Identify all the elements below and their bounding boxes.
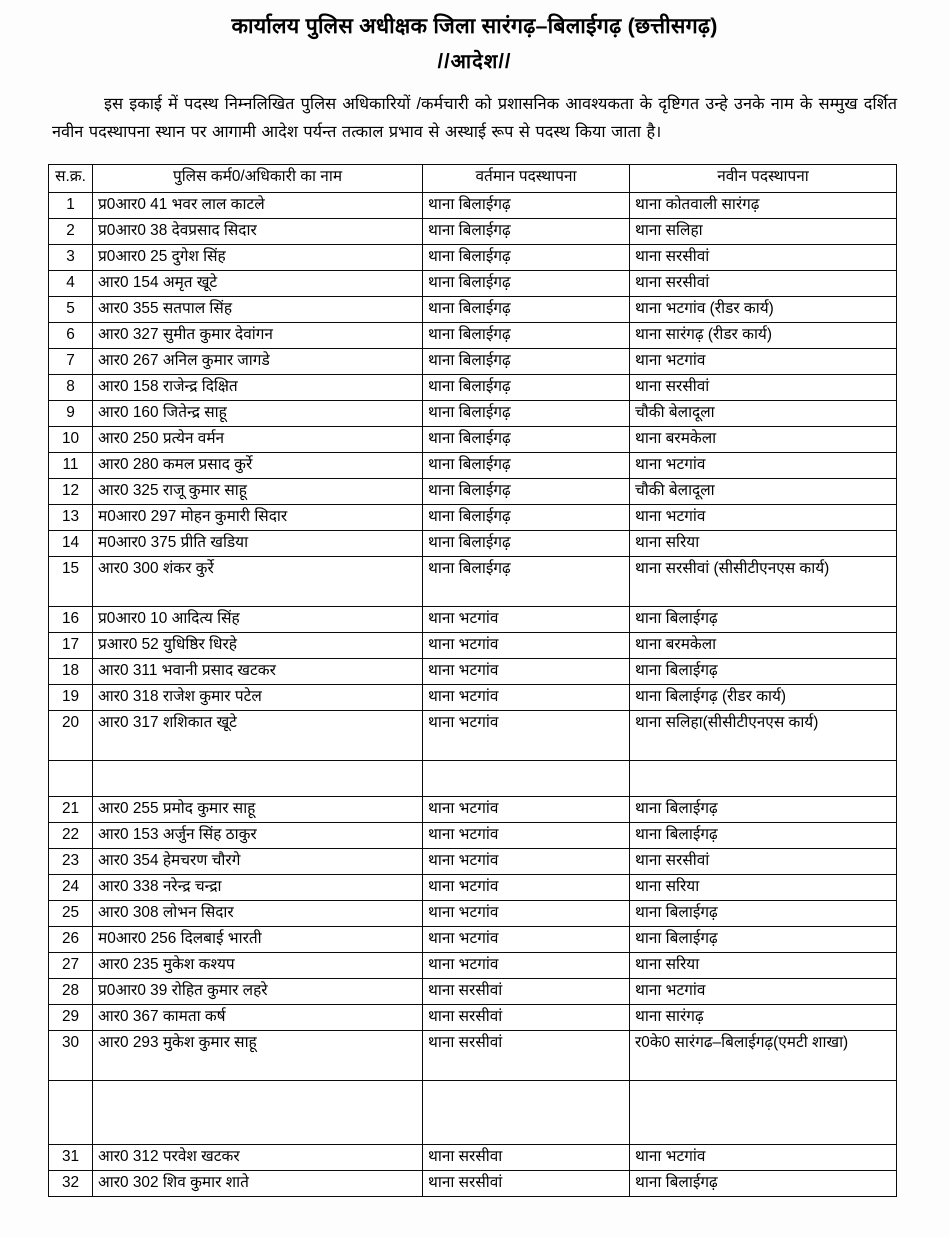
cell-new-posting: थाना भटगांव (रीडर कार्य): [630, 296, 897, 322]
cell-new-posting: थाना सरिया: [630, 874, 897, 900]
cell-officer-name: आर0 367 कामता कर्ष: [93, 1004, 423, 1030]
cell-officer-name: आर0 154 अमृत खूटे: [93, 270, 423, 296]
table-row: [49, 822, 897, 848]
cell-officer-name: आर0 311 भवानी प्रसाद खटकर: [93, 658, 423, 684]
cell-serial-number: 4: [49, 270, 93, 296]
cell-serial-number: 13: [49, 504, 93, 530]
cell-serial-number: 11: [49, 452, 93, 478]
cell-officer-name: आर0 338 नरेन्द्र चन्द्रा: [93, 874, 423, 900]
cell-serial-number: 9: [49, 400, 93, 426]
cell-new-posting: चौकी बेलादूला: [630, 400, 897, 426]
cell-new-posting: र0के0 सारंगढ–बिलाईगढ़(एमटी शाखा): [630, 1030, 897, 1080]
table-row: [49, 848, 897, 874]
cell-officer-name: प्र0आर0 25 दुगेश सिंह: [93, 244, 423, 270]
cell-new-posting: थाना भटगांव: [630, 1144, 897, 1170]
table-head: [49, 164, 897, 192]
table-spacer-row: [49, 1080, 897, 1144]
cell-current-posting: थाना बिलाईगढ़: [423, 270, 630, 296]
cell-officer-name: आर0 160 जितेन्द्र साहू: [93, 400, 423, 426]
cell-new-posting: थाना सारंगढ़: [630, 1004, 897, 1030]
cell-serial-number: 12: [49, 478, 93, 504]
spacer-cell: [93, 760, 423, 796]
cell-current-posting: थाना सरसीवां: [423, 1004, 630, 1030]
cell-officer-name: आर0 317 शशिकात खूटे: [93, 710, 423, 760]
table-row: [49, 926, 897, 952]
cell-current-posting: थाना बिलाईगढ़: [423, 374, 630, 400]
table-row: [49, 1004, 897, 1030]
table-row: [49, 632, 897, 658]
cell-current-posting: थाना भटगांव: [423, 710, 630, 760]
cell-serial-number: 7: [49, 348, 93, 374]
cell-officer-name: आर0 153 अर्जुन सिंह ठाकुर: [93, 822, 423, 848]
cell-officer-name: आर0 158 राजेन्द्र दिक्षित: [93, 374, 423, 400]
table-row: [49, 556, 897, 606]
table-row: [49, 426, 897, 452]
cell-current-posting: थाना भटगांव: [423, 926, 630, 952]
cell-serial-number: 14: [49, 530, 93, 556]
cell-new-posting: थाना कोतवाली सारंगढ़: [630, 192, 897, 218]
transfer-table-container: [48, 164, 897, 1197]
cell-current-posting: थाना भटगांव: [423, 684, 630, 710]
table-row: [49, 874, 897, 900]
table-row: [49, 296, 897, 322]
cell-current-posting: थाना बिलाईगढ़: [423, 478, 630, 504]
cell-current-posting: थाना सरसीवां: [423, 978, 630, 1004]
cell-new-posting: थाना सारंगढ़ (रीडर कार्य): [630, 322, 897, 348]
cell-current-posting: थाना सरसीवां: [423, 1030, 630, 1080]
cell-officer-name: म0आर0 297 मोहन कुमारी सिदार: [93, 504, 423, 530]
cell-officer-name: प्रआर0 52 युधिष्ठिर धिरहे: [93, 632, 423, 658]
cell-serial-number: 24: [49, 874, 93, 900]
order-body-paragraph: इस इकाई में पदस्थ निम्नलिखित पुलिस अधिकारियों /कर्मचारी को प्रशासनिक आवश्यकता के दृष्टिगत उन्हे उनके नाम के सम्मुख दर्शित नवीन पदस्थापना स्थान पर आगामी आदेश पर्यन्त तत्काल प्रभाव से अस्थाई रूप से पदस्थ किया जाता है।: [52, 94, 897, 141]
table-row: [49, 530, 897, 556]
cell-current-posting: थाना बिलाईगढ़: [423, 556, 630, 606]
table-row: [49, 978, 897, 1004]
cell-current-posting: थाना भटगांव: [423, 606, 630, 632]
table-row: [49, 478, 897, 504]
cell-serial-number: 22: [49, 822, 93, 848]
cell-current-posting: थाना बिलाईगढ़: [423, 348, 630, 374]
cell-officer-name: आर0 293 मुकेश कुमार साहू: [93, 1030, 423, 1080]
cell-serial-number: 29: [49, 1004, 93, 1030]
cell-serial-number: 6: [49, 322, 93, 348]
transfer-table: [48, 164, 897, 1197]
cell-new-posting: थाना सरसीवां: [630, 244, 897, 270]
table-row: [49, 452, 897, 478]
table-row: [49, 192, 897, 218]
document-title: कार्यालय पुलिस अधीक्षक जिला सारंगढ़–बिलाईगढ़ (छत्तीसगढ़): [231, 14, 718, 38]
cell-officer-name: आर0 267 अनिल कुमार जागडे: [93, 348, 423, 374]
cell-officer-name: प्र0आर0 39 रोहित कुमार लहरे: [93, 978, 423, 1004]
cell-serial-number: 19: [49, 684, 93, 710]
cell-new-posting: थाना बिलाईगढ़: [630, 1170, 897, 1196]
cell-new-posting: थाना बिलाईगढ़: [630, 926, 897, 952]
cell-new-posting: थाना सरसीवां: [630, 374, 897, 400]
cell-current-posting: थाना बिलाईगढ़: [423, 218, 630, 244]
cell-new-posting: थाना बिलाईगढ़: [630, 606, 897, 632]
spacer-cell: [49, 760, 93, 796]
cell-current-posting: थाना भटगांव: [423, 658, 630, 684]
cell-officer-name: प्र0आर0 10 आदित्य सिंह: [93, 606, 423, 632]
spacer-cell: [93, 1080, 423, 1144]
column-header-officer-name: पुलिस कर्म0/अधिकारी का नाम: [93, 164, 423, 192]
spacer-cell: [423, 760, 630, 796]
column-header-new-posting: नवीन पदस्थापना: [630, 164, 897, 192]
cell-officer-name: प्र0आर0 38 देवप्रसाद सिदार: [93, 218, 423, 244]
cell-officer-name: आर0 250 प्रत्येन वर्मन: [93, 426, 423, 452]
cell-current-posting: थाना बिलाईगढ़: [423, 244, 630, 270]
cell-serial-number: 8: [49, 374, 93, 400]
cell-officer-name: आर0 354 हेमचरण चौरगे: [93, 848, 423, 874]
cell-serial-number: 28: [49, 978, 93, 1004]
cell-new-posting: थाना सरसीवां: [630, 270, 897, 296]
cell-new-posting: थाना सलिहा(सीसीटीएनएस कार्य): [630, 710, 897, 760]
table-header-row: [49, 164, 897, 192]
cell-current-posting: थाना भटगांव: [423, 874, 630, 900]
table-row: [49, 400, 897, 426]
cell-serial-number: 31: [49, 1144, 93, 1170]
cell-current-posting: थाना बिलाईगढ़: [423, 192, 630, 218]
cell-serial-number: 15: [49, 556, 93, 606]
cell-new-posting: थाना सलिहा: [630, 218, 897, 244]
table-row: [49, 218, 897, 244]
table-row: [49, 322, 897, 348]
cell-new-posting: थाना भटगांव: [630, 504, 897, 530]
cell-new-posting: थाना भटगांव: [630, 452, 897, 478]
table-spacer-row: [49, 760, 897, 796]
table-row: [49, 348, 897, 374]
cell-new-posting: थाना भटगांव: [630, 978, 897, 1004]
cell-new-posting: थाना बिलाईगढ़ (रीडर कार्य): [630, 684, 897, 710]
table-row: [49, 1144, 897, 1170]
cell-serial-number: 18: [49, 658, 93, 684]
cell-new-posting: थाना बिलाईगढ़: [630, 658, 897, 684]
cell-serial-number: 27: [49, 952, 93, 978]
cell-current-posting: थाना बिलाईगढ़: [423, 400, 630, 426]
document-subtitle: //आदेश//: [437, 50, 512, 73]
table-row: [49, 796, 897, 822]
cell-officer-name: प्र0आर0 41 भवर लाल काटले: [93, 192, 423, 218]
table-row: [49, 1030, 897, 1080]
cell-new-posting: चौकी बेलादूला: [630, 478, 897, 504]
spacer-cell: [49, 1080, 93, 1144]
cell-serial-number: 3: [49, 244, 93, 270]
cell-current-posting: थाना भटगांव: [423, 632, 630, 658]
cell-officer-name: आर0 280 कमल प्रसाद कुर्रे: [93, 452, 423, 478]
table-row: [49, 684, 897, 710]
cell-serial-number: 26: [49, 926, 93, 952]
table-row: [49, 270, 897, 296]
cell-new-posting: थाना बिलाईगढ़: [630, 822, 897, 848]
cell-serial-number: 30: [49, 1030, 93, 1080]
cell-current-posting: थाना भटगांव: [423, 952, 630, 978]
table-row: [49, 658, 897, 684]
table-row: [49, 952, 897, 978]
cell-current-posting: थाना बिलाईगढ़: [423, 426, 630, 452]
table-row: [49, 504, 897, 530]
cell-serial-number: 20: [49, 710, 93, 760]
table-row: [49, 900, 897, 926]
cell-new-posting: थाना सरसीवां (सीसीटीएनएस कार्य): [630, 556, 897, 606]
cell-officer-name: आर0 312 परवेश खटकर: [93, 1144, 423, 1170]
table-row: [49, 1170, 897, 1196]
cell-serial-number: 32: [49, 1170, 93, 1196]
cell-officer-name: म0आर0 375 प्रीति खडिया: [93, 530, 423, 556]
cell-current-posting: थाना भटगांव: [423, 796, 630, 822]
cell-new-posting: थाना बिलाईगढ़: [630, 796, 897, 822]
cell-officer-name: आर0 308 लोभन सिदार: [93, 900, 423, 926]
cell-officer-name: आर0 235 मुकेश कश्यप: [93, 952, 423, 978]
column-header-serial-number: स.क्र.: [49, 164, 93, 192]
cell-serial-number: 17: [49, 632, 93, 658]
cell-serial-number: 16: [49, 606, 93, 632]
cell-current-posting: थाना बिलाईगढ़: [423, 504, 630, 530]
table-row: [49, 606, 897, 632]
cell-serial-number: 10: [49, 426, 93, 452]
spacer-cell: [630, 760, 897, 796]
cell-officer-name: आर0 327 सुमीत कुमार देवांगन: [93, 322, 423, 348]
table-row: [49, 710, 897, 760]
cell-current-posting: थाना बिलाईगढ़: [423, 296, 630, 322]
cell-new-posting: थाना बरमकेला: [630, 426, 897, 452]
cell-serial-number: 2: [49, 218, 93, 244]
cell-current-posting: थाना बिलाईगढ़: [423, 452, 630, 478]
cell-current-posting: थाना भटगांव: [423, 822, 630, 848]
table-body: [49, 192, 897, 1196]
cell-officer-name: म0आर0 256 दिलबाई भारती: [93, 926, 423, 952]
cell-new-posting: थाना बरमकेला: [630, 632, 897, 658]
table-row: [49, 374, 897, 400]
table-row: [49, 244, 897, 270]
cell-serial-number: 23: [49, 848, 93, 874]
cell-officer-name: आर0 302 शिव कुमार शाते: [93, 1170, 423, 1196]
cell-officer-name: आर0 255 प्रमोद कुमार साहू: [93, 796, 423, 822]
cell-new-posting: थाना भटगांव: [630, 348, 897, 374]
cell-serial-number: 21: [49, 796, 93, 822]
spacer-cell: [423, 1080, 630, 1144]
cell-new-posting: थाना सरिया: [630, 530, 897, 556]
cell-current-posting: थाना भटगांव: [423, 900, 630, 926]
cell-new-posting: थाना सरसीवां: [630, 848, 897, 874]
cell-new-posting: थाना बिलाईगढ़: [630, 900, 897, 926]
column-header-current-posting: वर्तमान पदस्थापना: [423, 164, 630, 192]
spacer-cell: [630, 1080, 897, 1144]
cell-officer-name: आर0 300 शंकर कुर्रे: [93, 556, 423, 606]
cell-serial-number: 25: [49, 900, 93, 926]
cell-current-posting: थाना सरसीवां: [423, 1170, 630, 1196]
cell-current-posting: थाना बिलाईगढ़: [423, 322, 630, 348]
cell-officer-name: आर0 325 राजू कुमार साहू: [93, 478, 423, 504]
cell-current-posting: थाना बिलाईगढ़: [423, 530, 630, 556]
cell-serial-number: 5: [49, 296, 93, 322]
cell-new-posting: थाना सरिया: [630, 952, 897, 978]
cell-current-posting: थाना सरसीवा: [423, 1144, 630, 1170]
cell-officer-name: आर0 318 राजेश कुमार पटेल: [93, 684, 423, 710]
cell-serial-number: 1: [49, 192, 93, 218]
cell-officer-name: आर0 355 सतपाल सिंह: [93, 296, 423, 322]
cell-current-posting: थाना भटगांव: [423, 848, 630, 874]
